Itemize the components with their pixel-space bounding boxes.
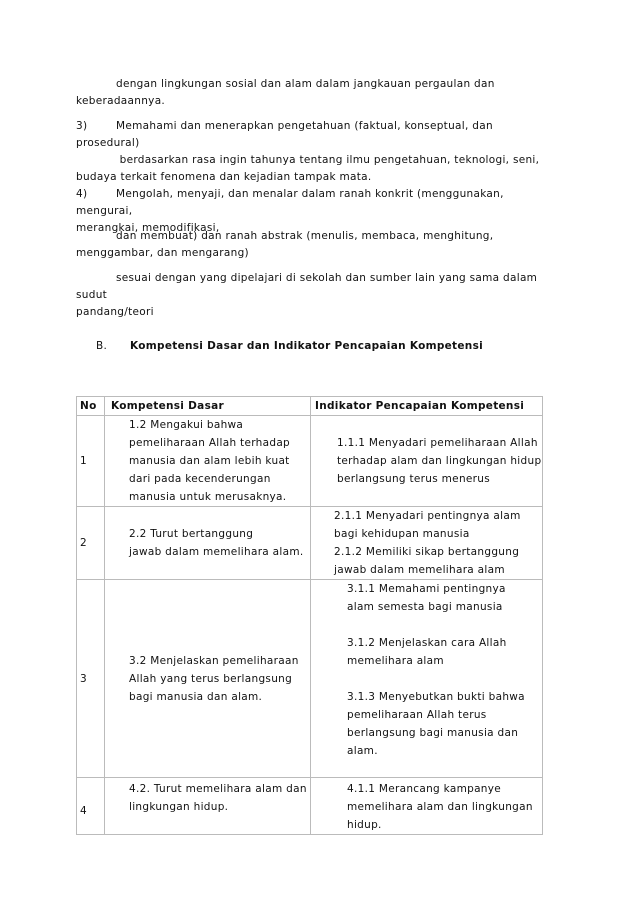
table-row bbox=[77, 778, 543, 835]
row-number: 2 bbox=[77, 507, 105, 580]
table-row bbox=[77, 580, 543, 778]
row-number: 3 bbox=[77, 580, 105, 778]
kompetensi-dasar-cell: 1.2 Mengakui bahwa pemeliharaan Allah terhadap manusia dan alam lebih kuat dari pada kecenderungan manusia untuk merusaknya. bbox=[105, 416, 311, 507]
indikator-cell: 3.1.1 Memahami pentingnya alam semesta bagi manusia 3.1.2 Menjelaskan cara Allah memelihara alam 3.1.3 Menyebutkan bukti bahwa pemeliharaan Allah terus berlangsung bagi manusia dan alam. bbox=[311, 580, 543, 778]
competency-table bbox=[76, 396, 543, 835]
table-header-row bbox=[77, 397, 543, 416]
kompetensi-dasar-cell: 2.2 Turut bertanggung jawab dalam memelihara alam. bbox=[105, 507, 311, 580]
item-number: 4) bbox=[76, 188, 88, 200]
section-heading bbox=[96, 340, 483, 352]
item-number: 3) bbox=[76, 120, 88, 132]
indikator-cell: 1.1.1 Menyadari pemeliharaan Allah terhadap alam dan lingkungan hidup berlangsung terus menerus bbox=[311, 416, 543, 507]
header-kompetensi-dasar: Kompetensi Dasar bbox=[105, 397, 311, 416]
paragraph-5: dan membuat) dan ranah abstrak (menulis, membaca, menghitung, menggambar, dan mengarang) bbox=[76, 230, 494, 259]
kompetensi-dasar-cell: 3.2 Menjelaskan pemeliharaan Allah yang terus berlangsung bagi manusia dan alam. bbox=[105, 580, 311, 778]
indikator-cell: 2.1.1 Menyadari pentingnya alam bagi kehidupan manusia 2.1.2 Memiliki sikap bertanggung jawab dalam memelihara alam bbox=[311, 507, 543, 580]
paragraph-item-3: 3) Memahami dan menerapkan pengetahuan (faktual, konseptual, dan prosedural) bbox=[76, 120, 493, 149]
kompetensi-dasar-cell: 4.2. Turut memelihara alam dan lingkungan hidup. bbox=[105, 778, 311, 835]
paragraph-3: berdasarkan rasa ingin tahunya tentang ilmu pengetahuan, teknologi, seni, budaya terkait fenomena dan kejadian tampak mata. bbox=[76, 154, 540, 183]
section-title: Kompetensi Dasar dan Indikator Pencapaian Kompetensi bbox=[130, 340, 484, 352]
row-number: 1 bbox=[77, 416, 105, 507]
paragraph-item-4: 4) Mengolah, menyaji, dan menalar dalam ranah konkrit (menggunakan, mengurai, merangkai, memodifikasi, bbox=[76, 188, 504, 234]
header-no: No bbox=[77, 397, 105, 416]
row-number: 4 bbox=[77, 778, 105, 835]
section-number: B. bbox=[96, 340, 108, 352]
paragraph-1: dengan lingkungan sosial dan alam dalam jangkauan pergaulan dan keberadaannya. bbox=[76, 78, 495, 107]
table-row bbox=[77, 507, 543, 580]
table-row bbox=[77, 416, 543, 507]
header-indikator: Indikator Pencapaian Kompetensi bbox=[311, 397, 543, 416]
indikator-cell: 4.1.1 Merancang kampanye memelihara alam dan lingkungan hidup. bbox=[311, 778, 543, 835]
paragraph-6: sesuai dengan yang dipelajari di sekolah dan sumber lain yang sama dalam sudut pandang/teori bbox=[76, 272, 538, 318]
